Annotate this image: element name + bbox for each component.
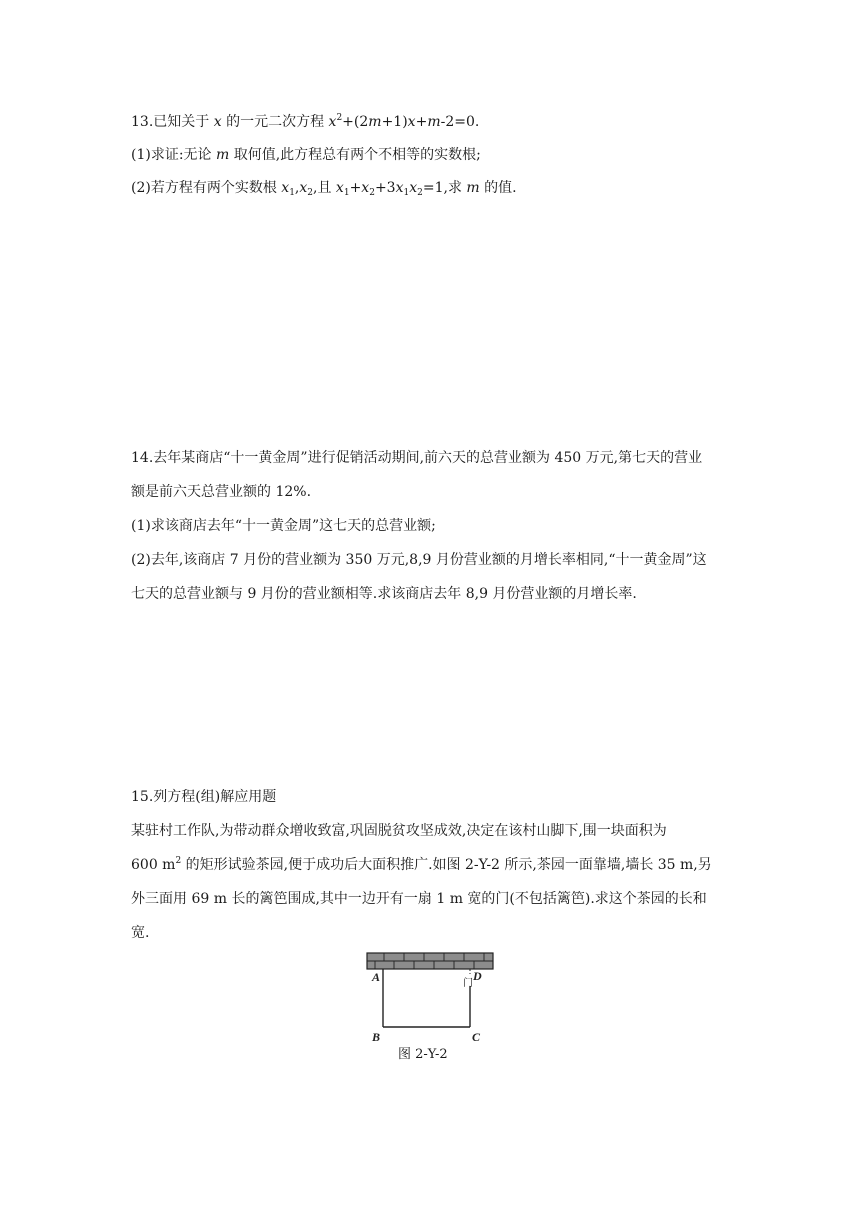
q13-line-1: 13.已知关于 x 的一元二次方程 $x^2+(2m+1)x+m-2=0$.: [131, 113, 480, 130]
label-d: D: [473, 969, 482, 983]
q15-line-2: 某驻村工作队,为带动群众增收致富,巩固脱贫攻坚成效,决定在该村山脚下,围一块面积为: [131, 823, 667, 839]
q13-line-2: (1)求证:无论 m 取何值,此方程总有两个不相等的实数根;: [131, 147, 481, 163]
q14-line-2: 额是前六天总营业额的 12%.: [131, 484, 312, 500]
q14-line-5: 七天的总营业额与 9 月份的营业额相等.求该商店去年 8,9 月份营业额的月增长率.: [131, 586, 637, 602]
figure-caption: 图 2-Y-2: [398, 1047, 448, 1062]
tea-garden-figure: [360, 950, 500, 1045]
door: [463, 969, 473, 989]
q14-line-1: 14.去年某商店“十一黄金周”进行促销活动期间,前六天的总营业额为 450 万元,第七天的营业: [131, 450, 703, 466]
q15-line-5: 宽.: [131, 925, 150, 941]
q15-line-1: 15.列方程(组)解应用题: [131, 789, 277, 805]
fence: [383, 969, 470, 1027]
label-c: C: [472, 1030, 481, 1044]
q14-line-3: (1)求该商店去年“十一黄金周”这七天的总营业额;: [131, 518, 436, 534]
q15-line-3: 600 $m^2$ 的矩形试验茶园,便于成功后大面积推广.如图 2-Y-2 所示,茶园一面靠墙,墙长 35 m,另: [131, 856, 712, 873]
q15-line-4: 外三面用 69 m 长的篱笆围成,其中一边开有一扇 1 m 宽的门(不包括篱笆).求这个茶园的长和: [131, 891, 707, 907]
q14-line-4: (2)去年,该商店 7 月份的营业额为 350 万元,8,9 月份营业额的月增长率相同,“十一黄金周”这: [131, 552, 707, 568]
label-b: B: [372, 1030, 381, 1044]
door-label: 门: [463, 978, 473, 989]
q13-line-3: (2)若方程有两个实数根 $x_1,x_2$,且 $x_1+x_2+3x_1x_2=1$,求 m 的值.: [131, 180, 517, 198]
label-a: A: [372, 970, 381, 984]
wall: [367, 953, 493, 969]
